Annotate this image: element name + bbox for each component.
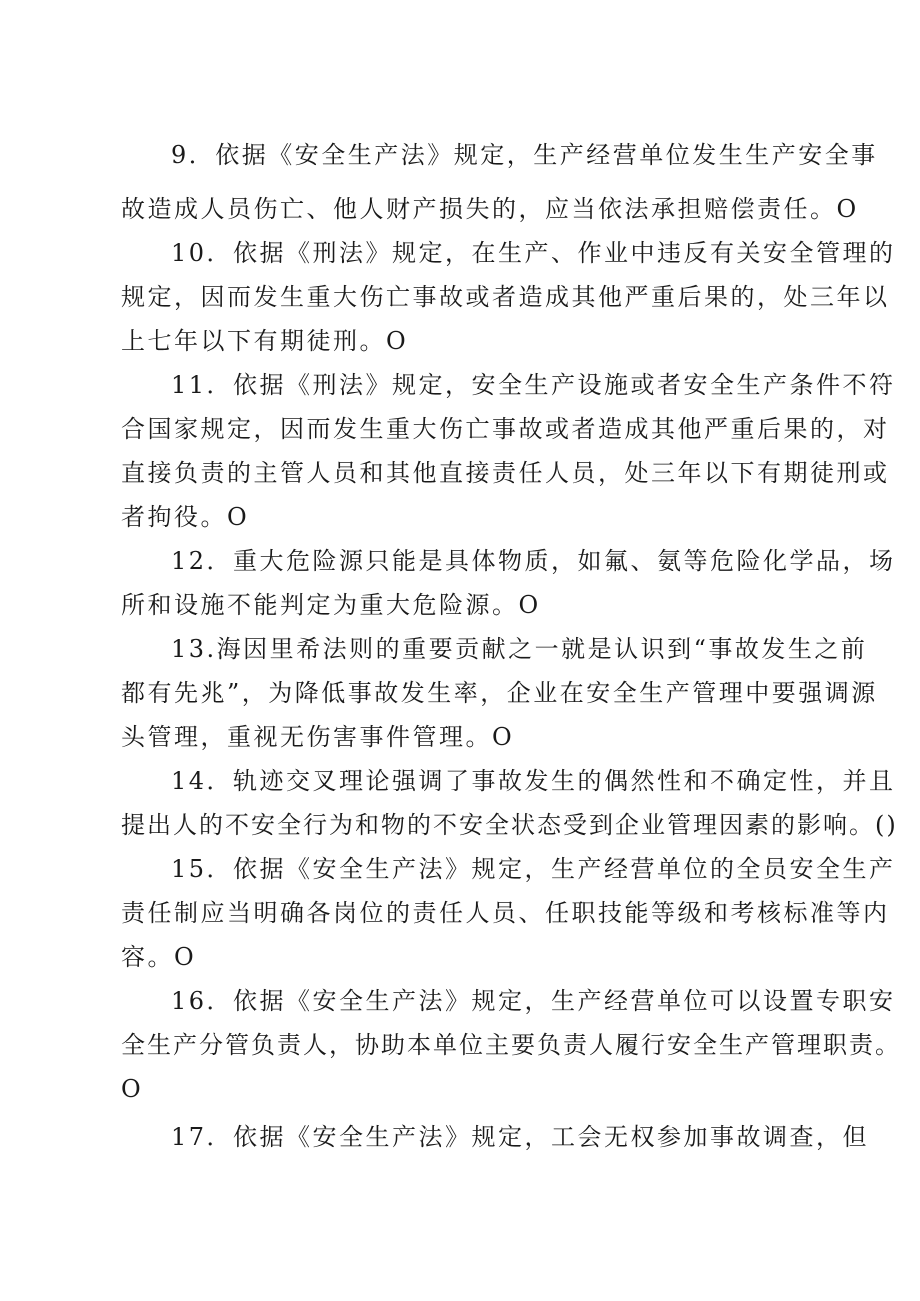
q13-line-1: 13.海因里希法则的重要贡献之一就是认识到“事故发生之前 [171, 635, 868, 663]
q16-line-3: O [121, 1075, 144, 1103]
q16-line-1: 16．依据《安全生产法》规定，生产经营单位可以设置专职安 [171, 987, 896, 1015]
q10-line-3: 上七年以下有期徒刑。O [121, 327, 409, 355]
q10-line-1: 10．依据《刑法》规定，在生产、作业中违反有关安全管理的 [171, 239, 896, 267]
q17-line-1: 17．依据《安全生产法》规定，工会无权参加事故调查，但 [171, 1123, 870, 1151]
q11-line-1: 11．依据《刑法》规定，安全生产设施或者安全生产条件不符 [171, 371, 896, 399]
q14-line-1: 14．轨迹交叉理论强调了事故发生的偶然性和不确定性，并且 [171, 767, 896, 795]
q13-line-2: 都有先兆”，为降低事故发生率，企业在安全生产管理中要强调源 [121, 679, 878, 707]
q15-line-2: 责任制应当明确各岗位的责任人员、任职技能等级和考核标准等内 [121, 899, 890, 927]
q15-line-3: 容。O [121, 943, 197, 971]
q9-line-1: 9．依据《安全生产法》规定，生产经营单位发生生产安全事 [171, 141, 878, 169]
q14-line-2: 提出人的不安全行为和物的不安全状态受到企业管理因素的影响。() [121, 811, 898, 839]
q12-line-1: 12．重大危险源只能是具体物质，如氟、氨等危险化学品，场 [171, 547, 896, 575]
q11-line-2: 合国家规定，因而发生重大伤亡事故或者造成其他严重后果的，对 [121, 415, 890, 443]
q12-line-2: 所和设施不能判定为重大危险源。O [121, 591, 541, 619]
q13-line-3: 头管理，重视无伤害事件管理。O [121, 723, 515, 751]
q11-line-4: 者拘役。O [121, 503, 250, 531]
q10-line-2: 规定，因而发生重大伤亡事故或者造成其他严重后果的，处三年以 [121, 283, 890, 311]
q11-line-3: 直接负责的主管人员和其他直接责任人员，处三年以下有期徒刑或 [121, 459, 890, 487]
q16-line-2: 全生产分管负责人，协助本单位主要负责人履行安全生产管理职责。 [121, 1031, 901, 1059]
q9-line-2: 故造成人员伤亡、他人财产损失的，应当依法承担赔偿责任。O [121, 195, 859, 223]
q15-line-1: 15．依据《安全生产法》规定，生产经营单位的全员安全生产 [171, 855, 896, 883]
